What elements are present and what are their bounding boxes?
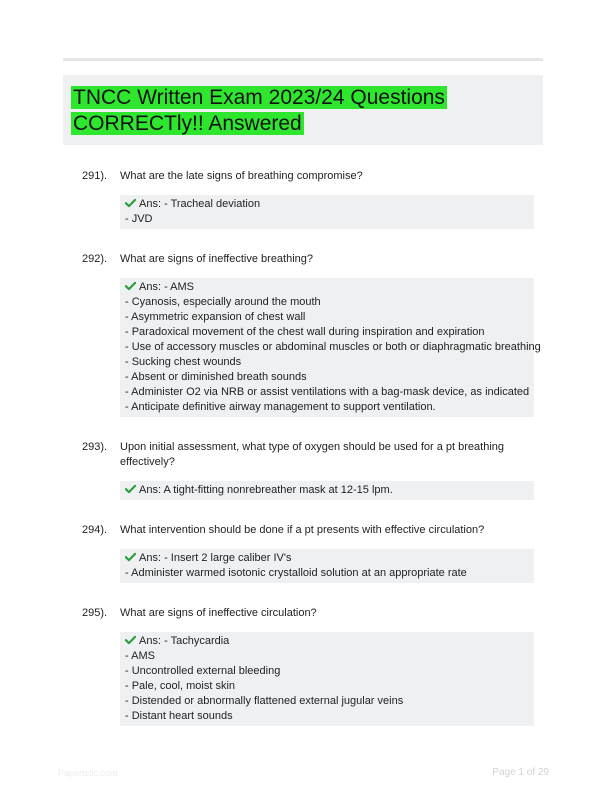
answer-line: - Pale, cool, moist skin — [125, 680, 236, 692]
answer-line: - Distant heart sounds — [125, 710, 233, 722]
answer-line: - AMS — [125, 650, 155, 662]
checkmark-icon — [125, 198, 136, 208]
answer-line: - Administer O2 via NRB or assist ventilations with a bag-mask device, as indicated — [125, 386, 530, 398]
question-text: What are signs of ineffective breathing? — [120, 253, 314, 265]
checkmark-icon — [125, 484, 136, 494]
answer-line: - Asymmetric expansion of chest wall — [125, 311, 306, 323]
answer-line: Ans: - AMS — [125, 280, 530, 295]
question-text: What are the late signs of breathing compromise? — [120, 170, 363, 182]
answer-box — [120, 278, 541, 417]
top-divider — [63, 58, 543, 61]
title-line-2: CORRECTly!! Answered — [73, 112, 302, 135]
question-number: 294). — [82, 524, 108, 536]
answer-line: - Distended or abnormally flattened external jugular veins — [125, 695, 404, 707]
answer-box — [120, 481, 534, 500]
answer-box — [120, 549, 534, 583]
footer-site-watermark: Papertstic.com — [58, 768, 118, 778]
question-text: What intervention should be done if a pt presents with effective circulation? — [120, 524, 485, 536]
checkmark-icon — [125, 635, 136, 645]
title-line-1: TNCC Written Exam 2023/24 Questions — [73, 86, 445, 109]
answer-line: - Anticipate definitive airway management to support ventilation. — [125, 401, 436, 413]
question-text: What are signs of ineffective circulation? — [120, 607, 317, 619]
question-number: 293). — [82, 441, 108, 453]
answer-line: - Cyanosis, especially around the mouth — [125, 296, 321, 308]
answer-line: - Paradoxical movement of the chest wall during inspiration and expiration — [125, 326, 485, 338]
question-number: 291). — [82, 170, 108, 182]
page-number: Page 1 of 29 — [492, 767, 549, 778]
answer-line: Ans: - Tachycardia — [125, 634, 530, 649]
answer-line: - JVD — [125, 213, 153, 225]
answer-line: - Sucking chest wounds — [125, 356, 242, 368]
answer-line: - Use of accessory muscles or abdominal muscles or both or diaphragmatic breathing — [125, 341, 541, 353]
answer-line: Ans: - Insert 2 large caliber IV's — [125, 551, 530, 566]
checkmark-icon — [125, 281, 136, 291]
question-text: Upon initial assessment, what type of oxygen should be used for a pt breathing effectively? — [120, 441, 505, 468]
answer-line: Ans: - Tracheal deviation — [125, 197, 530, 212]
document-title — [71, 85, 535, 137]
question-number: 292). — [82, 253, 108, 265]
answer-line: - Administer warmed isotonic crystalloid solution at an appropriate rate — [125, 567, 467, 579]
checkmark-icon — [125, 552, 136, 562]
answer-line: - Absent or diminished breath sounds — [125, 371, 307, 383]
title-banner — [63, 75, 543, 145]
answer-line: - Uncontrolled external bleeding — [125, 665, 281, 677]
answer-box — [120, 195, 534, 229]
answer-box — [120, 632, 534, 726]
question-number: 295). — [82, 607, 108, 619]
answer-line: Ans: A tight-fitting nonrebreather mask at 12-15 lpm. — [125, 483, 530, 498]
